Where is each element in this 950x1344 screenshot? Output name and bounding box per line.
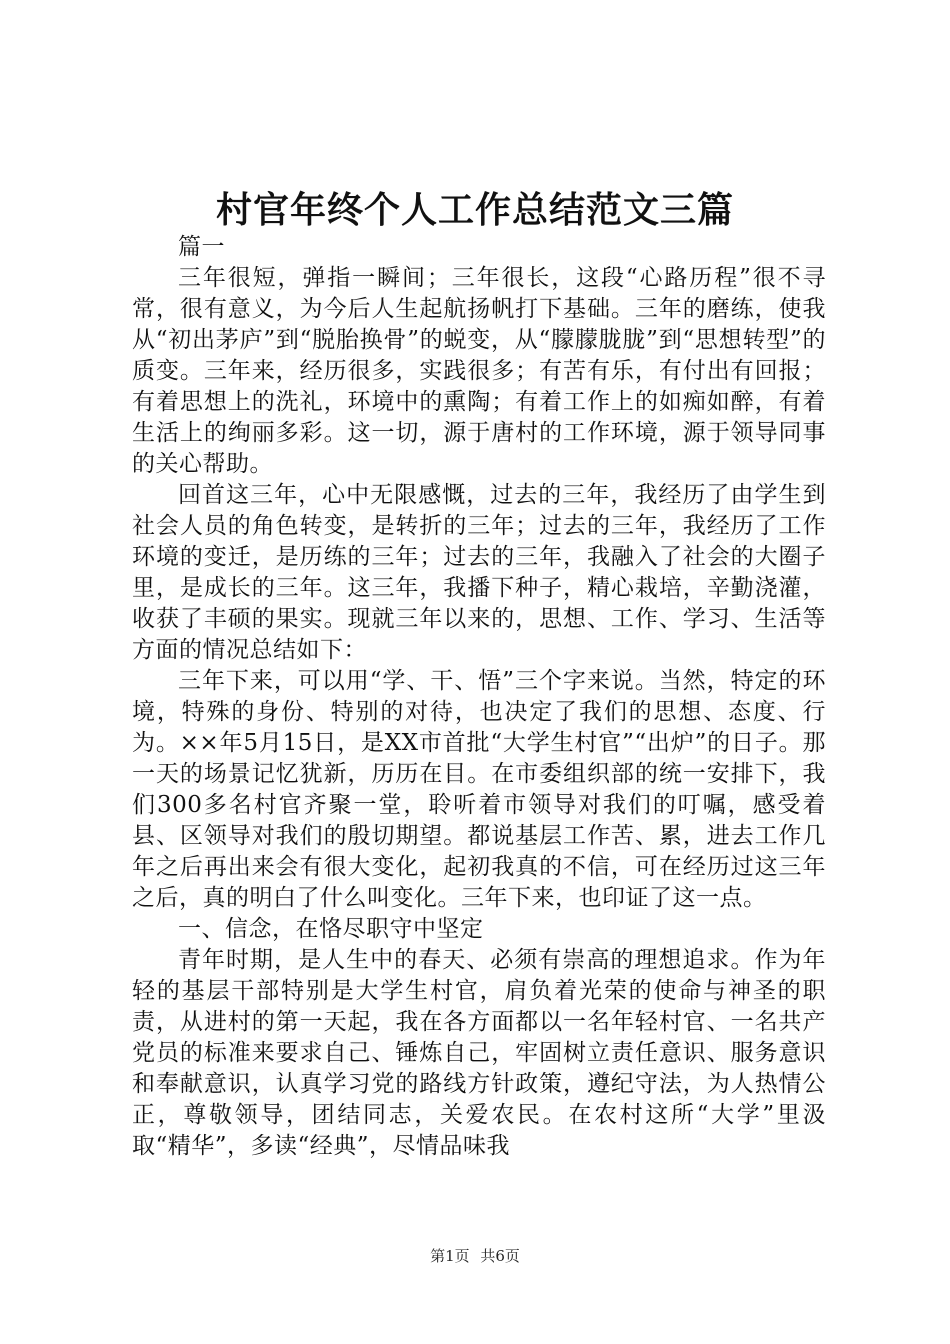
- page-footer: [0, 1246, 950, 1266]
- paragraph: 回首这三年，心中无限感慨，过去的三年，我经历了由学生到社会人员的角色转变，是转折的三年；过去的三年，我经历了工作环境的变迁，是历练的三年；过去的三年，我融入了社会的大圈子里，是成长的三年。这三年，我播下种子，精心栽培，辛勤浇灌，收获了丰硕的果实。现就三年以来的，思想、工作、学习、生活等方面的情况总结如下：: [132, 482, 826, 663]
- page-number: 第1页: [430, 1247, 470, 1265]
- subsection-heading: 一、信念，在恪尽职守中坚定: [178, 916, 484, 942]
- section-heading: 篇一: [178, 234, 225, 260]
- document-body: [132, 232, 826, 1162]
- paragraph: 青年时期，是人生中的春天、必须有崇高的理想追求。作为年轻的基层干部特别是大学生村官，肩负着光荣的使命与神圣的职责，从进村的第一天起，我在各方面都以一名年轻村官、一名共产党员的标准来要求自己、锤炼自己，牢固树立责任意识、服务意识和奉献意识，认真学习党的路线方针政策，遵纪守法，为人热情公正，尊敬领导，团结同志，关爱农民。在农村这所“大学”里汲取“精华”，多读“经典”，尽情品味我: [132, 947, 826, 1159]
- document-title: 村官年终个人工作总结范文三篇: [215, 189, 734, 231]
- paragraph: 三年很短，弹指一瞬间；三年很长，这段“心路历程”很不寻常，很有意义，为今后人生起航扬帆打下基础。三年的磨练，使我从“初出茅庐”到“脱胎换骨”的蜕变，从“朦朦胧胧”到“思想转型”的质变。三年来，经历很多，实践很多；有苦有乐，有付出有回报；有着思想上的洗礼，环境中的熏陶；有着工作上的如痴如醉，有着生活上的绚丽多彩。这一切，源于唐村的工作环境，源于领导同事的关心帮助。: [132, 265, 826, 477]
- paragraph: 三年下来，可以用“学、干、悟”三个字来说。当然，特定的环境，特殊的身份、特别的对待，也决定了我们的思想、态度、行为。××年5月15日，是XX市首批“大学生村官”“出炉”的日子。那一天的场景记忆犹新，历历在目。在市委组织部的统一安排下，我们300多名村官齐聚一堂，聆听着市领导对我们的叮嘱，感受着县、区领导对我们的殷切期望。都说基层工作苦、累，进去工作几年之后再出来会有很大变化，起初我真的不信，可在经历过这三年之后，真的明白了什么叫变化。三年下来，也印证了这一点。: [132, 668, 826, 911]
- page-total: 共6页: [480, 1247, 520, 1265]
